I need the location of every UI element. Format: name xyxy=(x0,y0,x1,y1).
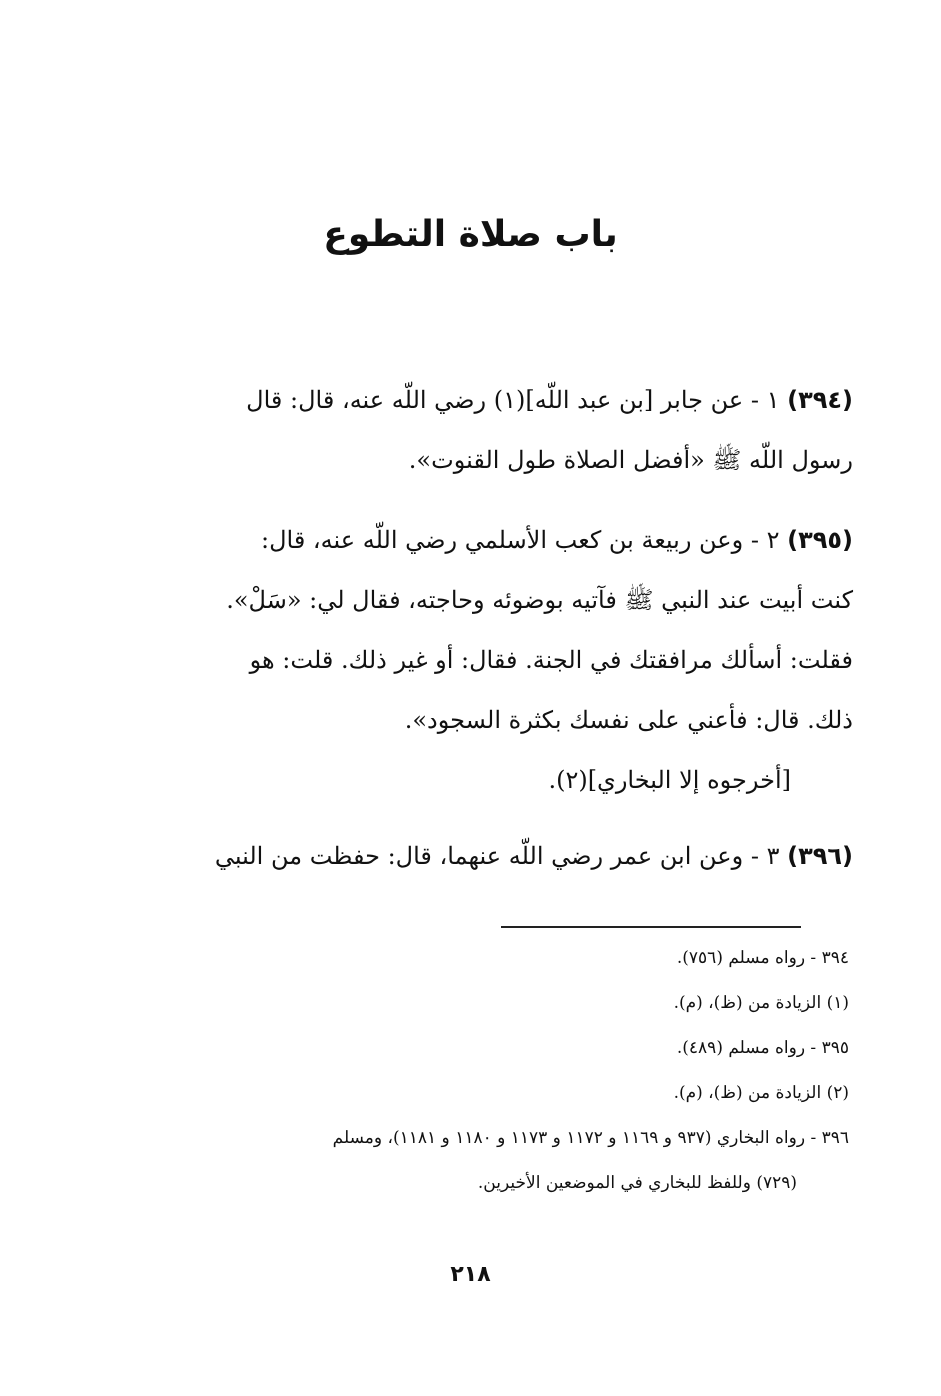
footnote: (٧٢٩) وللفظ للبخاري في الموضعين الأخيرين. xyxy=(477,1173,797,1193)
hadith-text: ١ - عن جابر [بن عبد اللّه](١) رضي اللّه عنه، قال: قال xyxy=(246,386,780,414)
chapter-title: باب صلاة التطوع xyxy=(323,214,618,255)
hadith-text: ٢ - وعن ربيعة بن كعب الأسلمي رضي اللّه عنه، قال: xyxy=(260,526,780,554)
footnote: ٣٩٥ - رواه مسلم (٤٨٩). xyxy=(676,1038,849,1058)
hadith-line: رسول اللّه ﷺ «أفضل الصلاة طول القنوت». xyxy=(408,446,853,474)
footnote-divider xyxy=(501,926,801,928)
hadith-line: ذلك. قال: فأعني على نفسك بكثرة السجود». xyxy=(404,706,853,734)
hadith-number: (٣٩٦) xyxy=(787,842,853,870)
hadith-number: (٣٩٥) xyxy=(787,526,853,554)
hadith-line xyxy=(88,510,853,570)
hadith-395 xyxy=(88,510,853,810)
page-number: ٢١٨ xyxy=(450,1262,491,1287)
hadith-394 xyxy=(88,370,853,490)
hadith-line xyxy=(88,826,853,886)
footnote: (١) الزيادة من (ظ)، (م). xyxy=(673,993,849,1013)
hadith-line: فقلت: أسألك مرافقتك في الجنة. فقال: أو غير ذلك. قلت: هو xyxy=(249,646,853,674)
footnote: (٢) الزيادة من (ظ)، (م). xyxy=(673,1083,849,1103)
hadith-text: ٣ - وعن ابن عمر رضي اللّه عنهما، قال: حفظت من النبي xyxy=(214,842,780,870)
hadith-line xyxy=(88,370,853,430)
hadith-source: [أخرجوه إلا البخاري](٢). xyxy=(548,766,791,794)
hadith-number: (٣٩٤) xyxy=(787,386,853,414)
hadith-396 xyxy=(88,826,853,886)
footnotes xyxy=(88,936,849,1206)
hadith-line: كنت أبيت عند النبي ﷺ فآتيه بوضوئه وحاجته، فقال لي: «سَلْ». xyxy=(226,586,853,614)
footnote: ٣٩٤ - رواه مسلم (٧٥٦). xyxy=(676,948,849,968)
footnote: ٣٩٦ - رواه البخاري (٩٣٧ و ١١٦٩ و ١١٧٢ و ١١٧٣ و ١١٨٠ و ١١٨١)، ومسلم xyxy=(332,1128,849,1148)
